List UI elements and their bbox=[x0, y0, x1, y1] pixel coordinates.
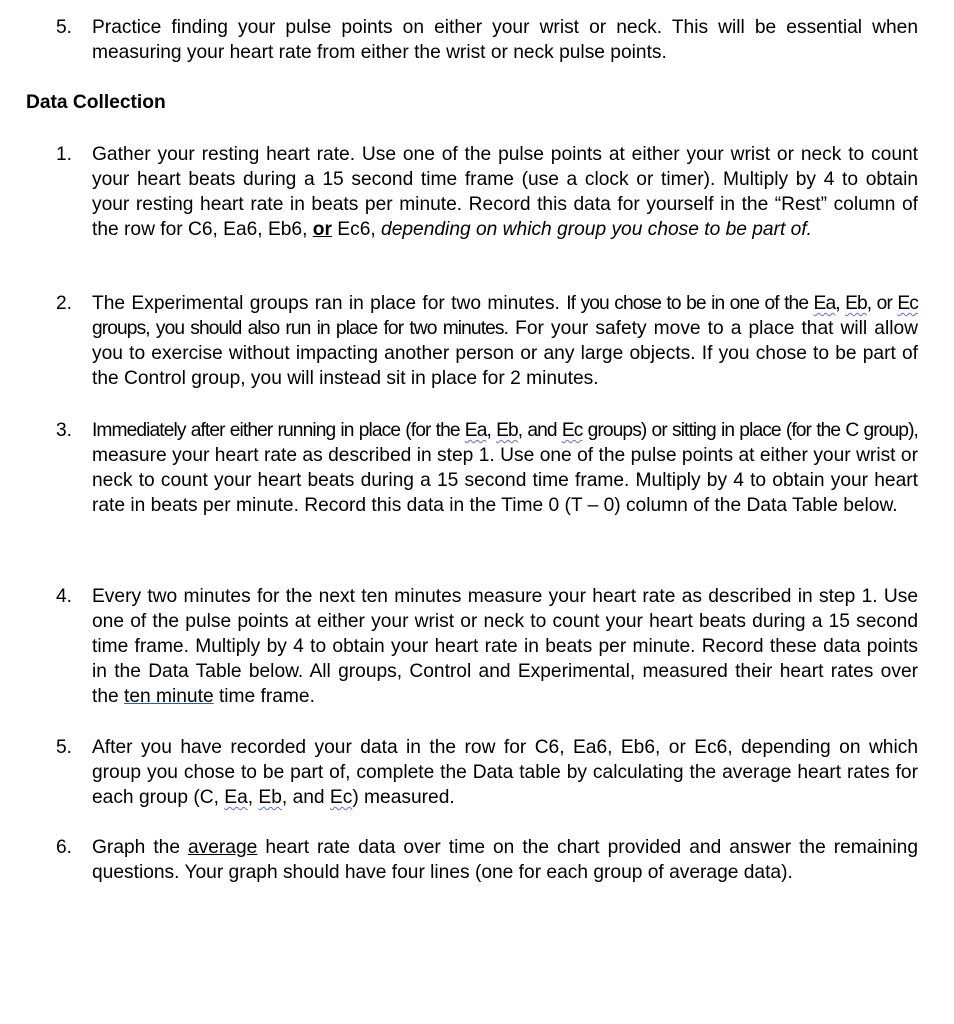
step-text: Every two minutes for the next ten minutes measure your heart rate as described in step 1. Use one of the pulse points at either your wrist or neck to count your heart beats during a 15 second time frame. Multiply by 4 to obtain your heart rate in beats per minute. Record these data points in the Data Table below. All groups, Control and Experimental, measured their heart rates over the ten minute time frame. bbox=[92, 586, 918, 707]
group-eb: Eb bbox=[496, 420, 518, 441]
step-text: The Experimental groups ran in place for two minutes. If you chose to be in one of the Ea, Eb, or Ec groups, you should also run in place for two minutes. For your safety move to a place that will allow you to exercise without impacting another person or any large objects. If you chose to be part of the Control group, you will instead sit in place for 2 minutes. bbox=[92, 293, 918, 389]
group-eb: Eb bbox=[845, 293, 867, 314]
step-5 bbox=[56, 735, 918, 810]
step-number: 1. bbox=[56, 144, 73, 165]
step-text: Practice finding your pulse points on either your wrist or neck. This will be essential when measuring your heart rate from either the wrist or neck pulse points. bbox=[92, 17, 918, 63]
or-emphasis: or bbox=[312, 219, 332, 240]
intro-step-5 bbox=[56, 15, 918, 65]
ten-minute-underlined: ten minute bbox=[124, 686, 214, 707]
step-2 bbox=[56, 291, 918, 391]
step-text: Graph the average heart rate data over time on the chart provided and answer the remaining questions. Your graph should have four lines (one for each group of average data). bbox=[92, 837, 918, 883]
group-ea: Ea bbox=[813, 293, 836, 314]
step-text: After you have recorded your data in the row for C6, Ea6, Eb6, or Ec6, depending on which group you chose to be part of, complete the Data table by calculating the average heart rates for each group (C, Ea, Eb, and Ec) measured. bbox=[92, 737, 918, 808]
step-number: 6. bbox=[56, 837, 73, 858]
step-number: 3. bbox=[56, 420, 73, 441]
step-number: 5. bbox=[56, 17, 73, 38]
group-ec: Ec bbox=[897, 293, 918, 314]
average-underlined: average bbox=[187, 837, 258, 858]
group-ea: Ea bbox=[224, 787, 248, 808]
step-4 bbox=[56, 584, 918, 709]
italic-clause: depending on which group you chose to be part of. bbox=[381, 219, 812, 240]
group-eb: Eb bbox=[258, 787, 282, 808]
step-1 bbox=[56, 142, 918, 242]
step-6 bbox=[56, 835, 918, 885]
group-ec: Ec bbox=[561, 420, 583, 441]
step-number: 4. bbox=[56, 586, 73, 607]
group-ea: Ea bbox=[464, 420, 487, 441]
group-ec: Ec bbox=[329, 787, 353, 808]
step-text: Gather your resting heart rate. Use one of the pulse points at either your wrist or neck to count your heart beats during a 15 second time frame (use a clock or timer). Multiply by 4 to obtain your resting heart rate in beats per minute. Record this data for yourself in the “Rest” column of the row for C6, Ea6, Eb6, or Ec6, depending on which group you chose to be part of. bbox=[92, 144, 918, 240]
step-3 bbox=[56, 418, 918, 518]
step-text: Immediately after either running in place (for the Ea, Eb, and Ec groups) or sitting in place (for the C group), measure your heart rate as described in step 1. Use one of the pulse points at either your wrist or neck to count your heart beats during a 15 second time frame. Multiply by 4 to obtain your heart rate in beats per minute. Record this data in the Time 0 (T – 0) column of the Data Table below. bbox=[92, 420, 918, 516]
step-number: 5. bbox=[56, 737, 73, 758]
step-number: 2. bbox=[56, 293, 73, 314]
section-heading: Data Collection bbox=[26, 92, 166, 113]
